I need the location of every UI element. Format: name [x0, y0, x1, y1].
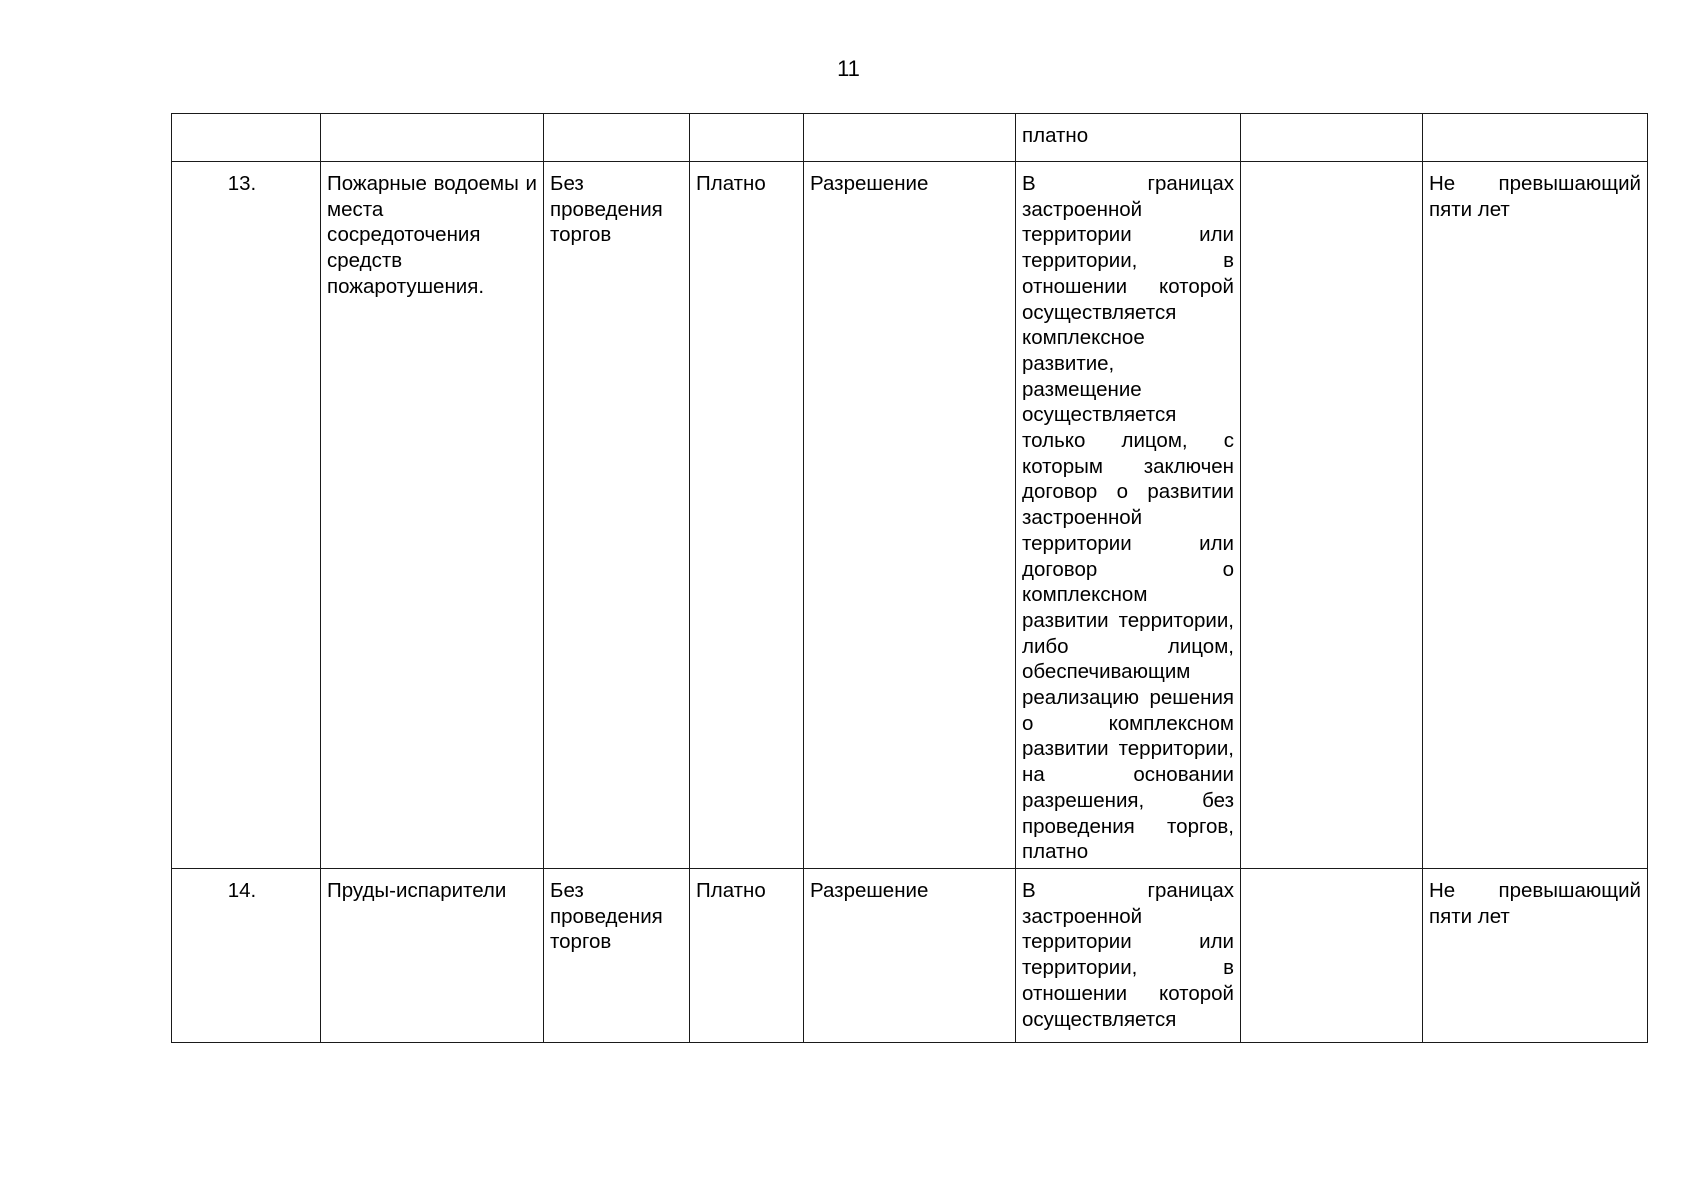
permits-table: [171, 113, 1648, 1043]
document-text: Разрешение: [810, 878, 929, 902]
term-text: Не превышающий пяти лет: [1429, 878, 1641, 928]
procedure-text: Без проведения торгов: [550, 878, 663, 954]
table-row-continuation: [172, 114, 1648, 162]
cell-procedure: [544, 114, 690, 162]
page-number: 11: [837, 56, 860, 81]
cell-num: [172, 114, 321, 162]
object-name: Пожарные водоемы и места сосредоточения средств пожаротушения.: [327, 172, 537, 298]
cell-procedure: [544, 162, 690, 869]
cell-term: [1423, 868, 1648, 1042]
cell-location: [1016, 162, 1241, 869]
location-text: В границах застроенной территории или территории, в отношении которой осуществляется комплексное развитие, размещение осуществляется только лицом, с которым заключен договор о развитии застроенной территории или договор о комплексном развитии территории, либо лицом, обеспечивающим реализацию решения о комплексном развитии территории, на основании разрешения, без проведения торгов, платно: [1022, 172, 1234, 864]
cell-procedure: [544, 868, 690, 1042]
cell-extra: [1241, 868, 1423, 1042]
cell-location-text: платно: [1022, 124, 1089, 147]
object-name: Пруды-испарители: [327, 878, 507, 902]
location-text: В границах застроенной территории или территории, в отношении которой осуществляется: [1022, 878, 1234, 1031]
cell-object: [321, 868, 544, 1042]
cell-document: [804, 162, 1016, 869]
cell-location: [1016, 868, 1241, 1042]
cell-num: [172, 868, 321, 1042]
payment-text: Платно: [696, 878, 766, 902]
cell-document: [804, 114, 1016, 162]
cell-term: [1423, 114, 1648, 162]
cell-payment: [690, 114, 804, 162]
payment-text: Платно: [696, 172, 766, 195]
procedure-text: Без проведения торгов: [550, 172, 663, 247]
cell-extra: [1241, 162, 1423, 869]
cell-extra: [1241, 114, 1423, 162]
table-row: [172, 868, 1648, 1042]
cell-object: [321, 162, 544, 869]
cell-num: [172, 162, 321, 869]
row-number: 14.: [227, 878, 257, 902]
cell-term: [1423, 162, 1648, 869]
cell-location: [1016, 114, 1241, 162]
document-text: Разрешение: [810, 172, 929, 195]
row-number: 13.: [227, 172, 257, 195]
cell-payment: [690, 868, 804, 1042]
cell-payment: [690, 162, 804, 869]
cell-document: [804, 868, 1016, 1042]
term-text: Не превышающий пяти лет: [1429, 172, 1641, 221]
table-row: [172, 162, 1648, 869]
cell-object: [321, 114, 544, 162]
